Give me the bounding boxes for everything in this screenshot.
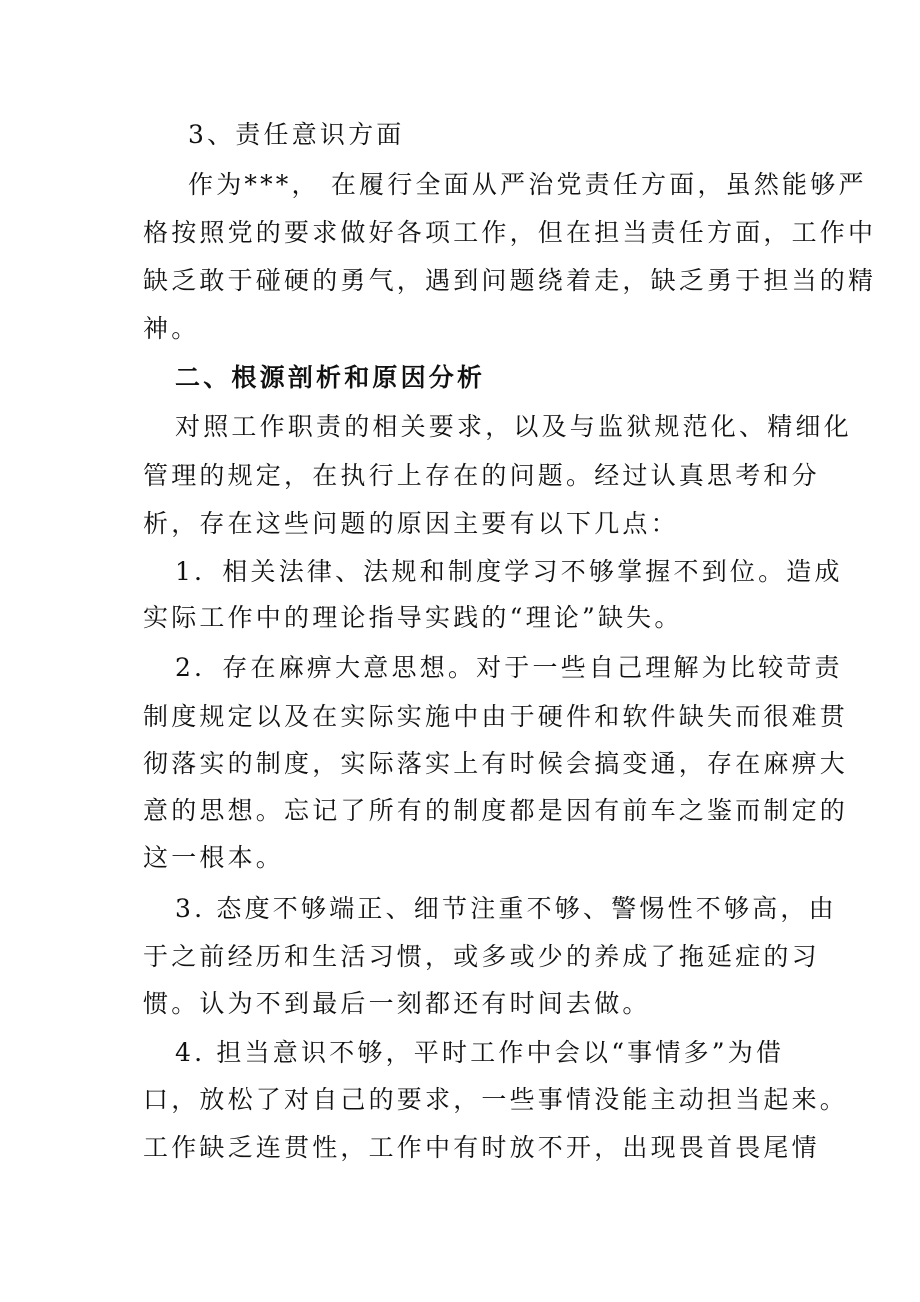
item-3-line-2: 于之前经历和生活习惯，或多或少的养成了拖延症的习	[143, 942, 820, 971]
item-2-line-4: 意的思想。忘记了所有的制度都是因有前车之鉴而制定的	[143, 796, 849, 825]
item-4-line-2: 口，放松了对自己的要求，一些事情没能主动担当起来。	[143, 1085, 849, 1114]
item-3-line-3: 惯。认为不到最后一刻都还有时间去做。	[143, 989, 651, 1018]
paragraph-1-line-4: 神。	[143, 314, 200, 343]
paragraph-1-line-2: 格按照党的要求做好各项工作，但在担当责任方面，工作中	[143, 218, 877, 247]
paragraph-2-line-1: 对照工作职责的相关要求，以及与监狱规范化、精细化	[175, 412, 852, 441]
item-4-line-3: 工作缺乏连贯性，工作中有时放不开，出现畏首畏尾情	[143, 1133, 820, 1162]
item-1-line-2: 实际工作中的理论指导实践的“理论”缺失。	[143, 603, 683, 632]
item-2-line-2: 制度规定以及在实际实施中由于硬件和软件缺失而很难贯	[143, 702, 849, 731]
paragraph-1-line-3: 缺乏敢于碰硬的勇气，遇到问题绕着走，缺乏勇于担当的精	[143, 266, 877, 295]
item-4-line-1: 4. 担当意识不够，平时工作中会以“事情多”为借	[175, 1038, 785, 1067]
item-1-line-1: 1．相关法律、法规和制度学习不够掌握不到位。造成	[175, 557, 843, 586]
item-2-line-5: 这一根本。	[143, 843, 285, 872]
paragraph-2-line-2: 管理的规定，在执行上存在的问题。经过认真思考和分	[143, 461, 820, 490]
item-3-line-1: 3. 态度不够端正、细节注重不够、警惕性不够高，由	[175, 894, 837, 923]
section-3-heading: 3、责任意识方面	[188, 120, 405, 149]
item-2-line-1: 2．存在麻痹大意思想。对于一些自己理解为比较苛责	[175, 653, 843, 682]
item-2-line-3: 彻落实的制度，实际落实上有时候会搞变通，存在麻痹大	[143, 749, 849, 778]
paragraph-2-line-3: 析，存在这些问题的原因主要有以下几点：	[143, 509, 679, 538]
section-2-heading: 二、根源剖析和原因分析	[175, 363, 486, 392]
paragraph-1-line-1: 作为***， 在履行全面从严治党责任方面，虽然能够严	[188, 170, 867, 199]
